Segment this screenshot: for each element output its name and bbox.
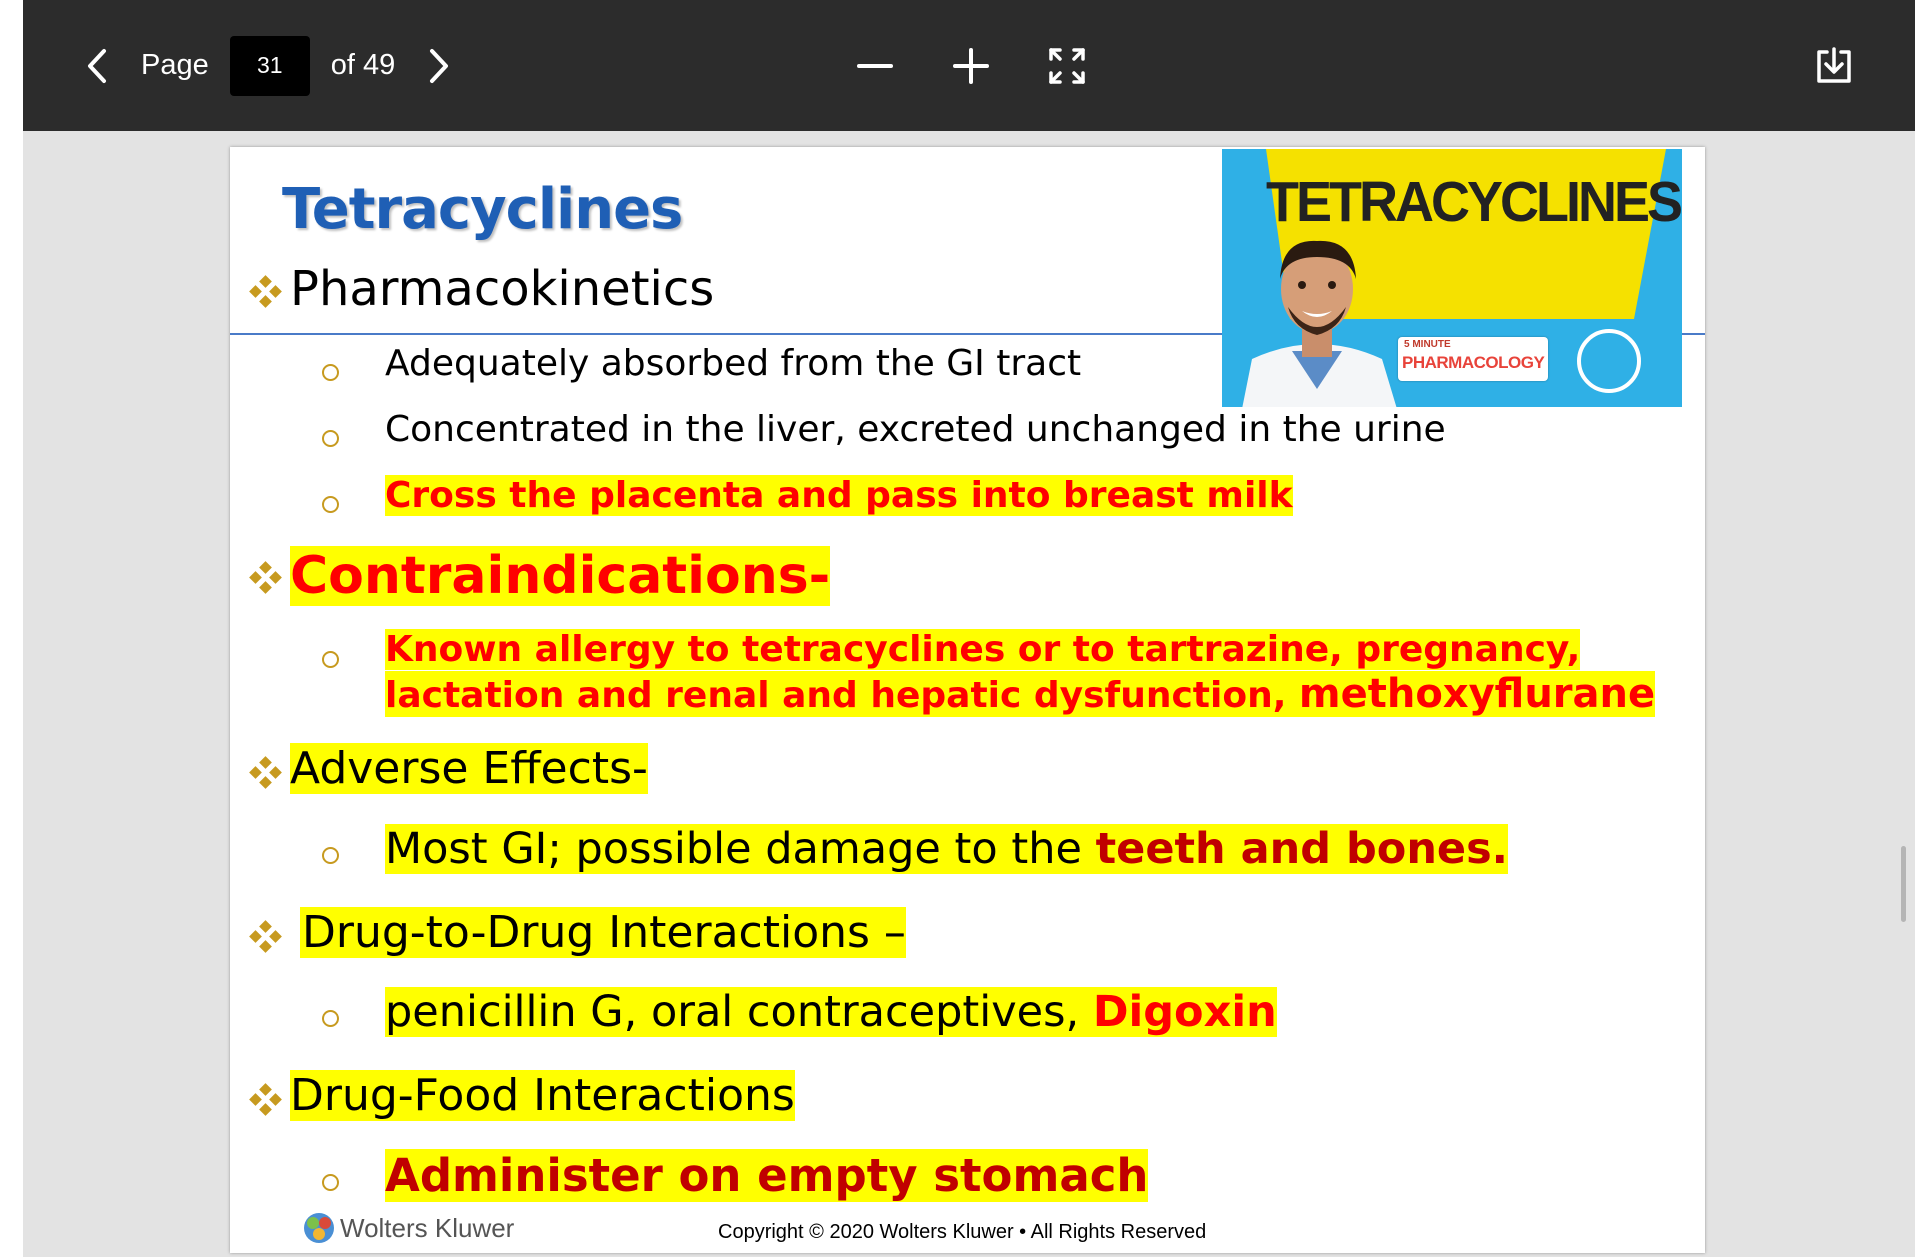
presenter-image [1222, 219, 1412, 407]
drug-drug-emphasis: Digoxin [1092, 987, 1277, 1037]
diamond-bullet-icon [249, 1083, 283, 1117]
publisher-brand: Wolters Kluwer [340, 1212, 515, 1243]
contraindications-line2-text: lactation and renal and hepatic dysfunction, [385, 675, 1299, 716]
pk-item-liver: Concentrated in the liver, excreted unchanged in the urine [385, 409, 1446, 450]
toolbar-actions [1808, 0, 1860, 131]
circle-bullet-icon [322, 364, 339, 381]
video-thumbnail [1222, 149, 1682, 407]
zoom-out-button[interactable] [849, 40, 901, 92]
diamond-bullet-icon [249, 275, 283, 309]
drug-food-text: Administer on empty stomach [385, 1149, 1149, 1202]
zoom-controls [849, 0, 1137, 131]
circle-bullet-icon [322, 1174, 339, 1191]
circle-bullet-icon [322, 1010, 339, 1027]
adverse-effects-plain: Most GI; possible damage to the [385, 824, 1096, 874]
contraindications-line1: Known allergy to tetracyclines or to tartrazine, pregnancy, [385, 629, 1581, 670]
adverse-effects-text [385, 824, 1508, 874]
pdf-page [230, 147, 1705, 1253]
adverse-effects-heading: Adverse Effects- [290, 743, 648, 794]
circle-bullet-icon [322, 651, 339, 668]
minus-icon [855, 46, 895, 86]
slide-title: Tetracyclines [282, 177, 683, 242]
zoom-in-button[interactable] [945, 40, 997, 92]
page-count-label: of 49 [330, 49, 396, 81]
pharmacokinetics-heading: Pharmacokinetics [290, 261, 715, 317]
pdf-toolbar [23, 0, 1915, 131]
chevron-left-icon [84, 48, 110, 84]
contraindications-line2 [385, 671, 1655, 717]
badge-label: PHARMACOLOGY [1402, 353, 1545, 372]
download-icon [1814, 46, 1854, 86]
diamond-bullet-icon [249, 920, 283, 954]
heart-logo-icon [1577, 329, 1641, 393]
chevron-right-icon [426, 48, 452, 84]
thumbnail-title: TETRACYCLINES [1266, 170, 1681, 234]
download-button[interactable] [1808, 40, 1860, 92]
prev-page-button[interactable] [75, 44, 119, 88]
fullscreen-button[interactable] [1041, 40, 1093, 92]
page-number-input[interactable] [230, 36, 310, 96]
copyright-notice: Copyright © 2020 Wolters Kluwer • All Rights Reserved [718, 1221, 1207, 1243]
circle-bullet-icon [322, 847, 339, 864]
plus-icon [951, 46, 991, 86]
diamond-bullet-icon [249, 756, 283, 790]
vertical-scrollbar[interactable] [1901, 846, 1906, 922]
drug-drug-plain: penicillin G, oral contraceptives, [385, 987, 1093, 1037]
contraindications-emphasis: methoxyflurane [1298, 671, 1656, 717]
page-navigation [75, 0, 461, 131]
pk-item-placenta: Cross the placenta and pass into breast milk [385, 475, 1293, 516]
drug-drug-text [385, 987, 1277, 1037]
diamond-bullet-icon [249, 561, 283, 595]
circle-bullet-icon [322, 430, 339, 447]
wolters-kluwer-globe-icon [302, 1211, 336, 1245]
next-page-button[interactable] [417, 44, 461, 88]
contraindications-heading: Contraindications- [290, 546, 831, 606]
drug-food-heading: Drug-Food Interactions [290, 1070, 795, 1121]
drug-drug-heading: Drug-to-Drug Interactions – [302, 907, 906, 958]
page-label: Page [141, 49, 209, 81]
adverse-effects-emphasis: teeth and bones. [1095, 824, 1509, 874]
fullscreen-icon [1047, 46, 1087, 86]
badge-caption: 5 MINUTE [1404, 339, 1451, 350]
publisher-logo [302, 1211, 514, 1245]
pharmacology-badge [1398, 337, 1548, 381]
circle-bullet-icon [322, 496, 339, 513]
pk-item-absorption: Adequately absorbed from the GI tract [385, 343, 1082, 384]
